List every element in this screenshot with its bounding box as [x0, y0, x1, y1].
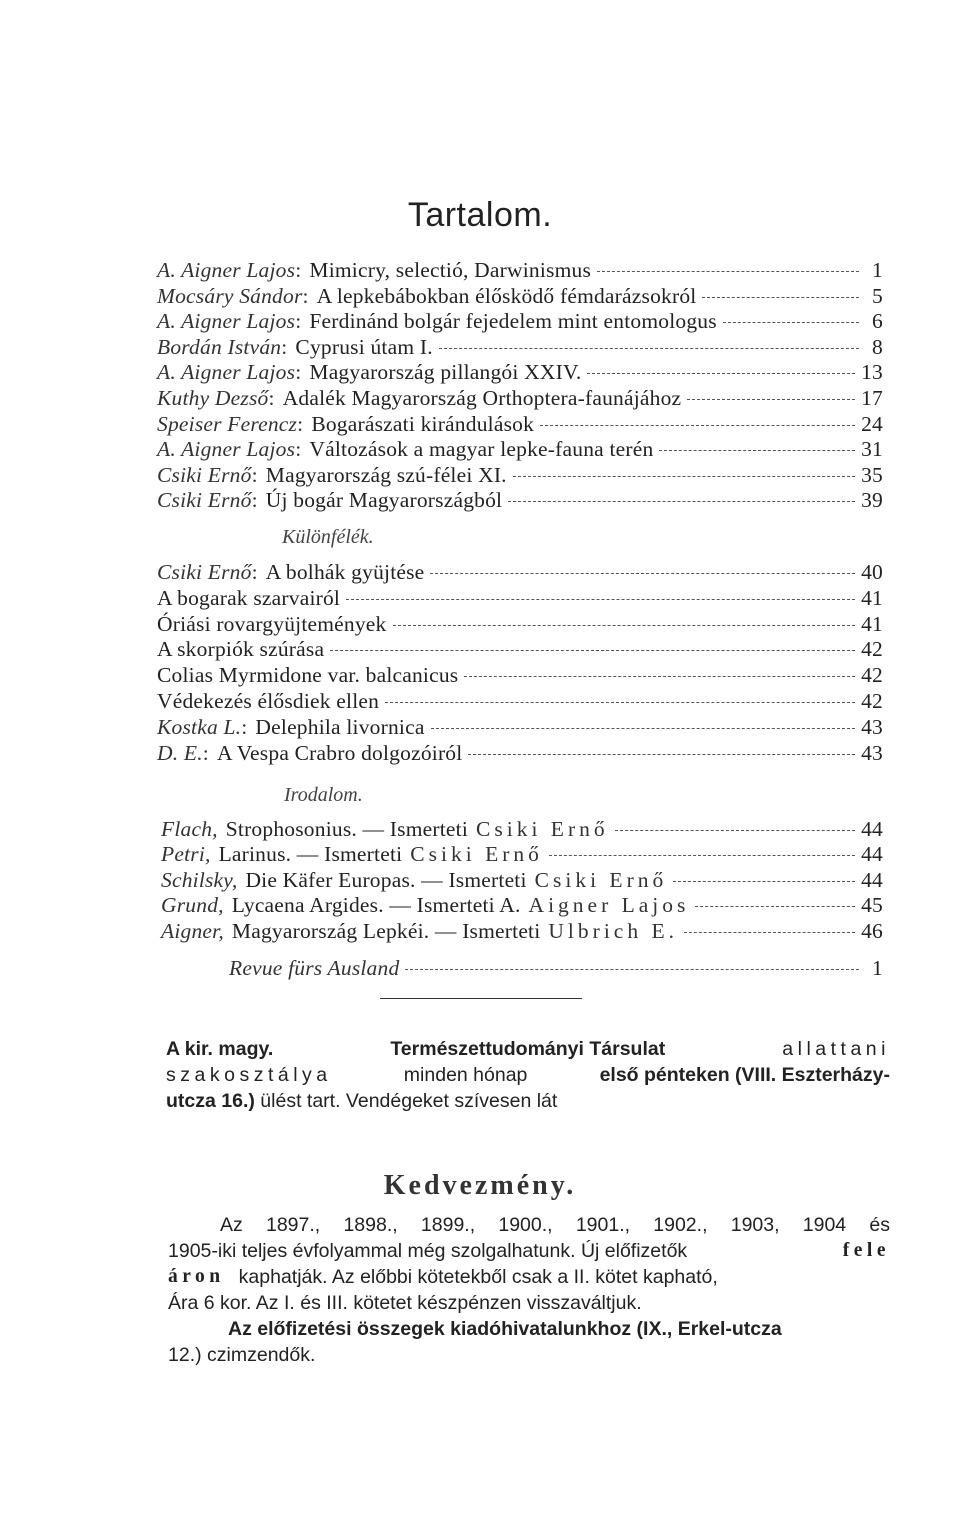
- toc-page-number: 41: [861, 611, 883, 636]
- toc-title: Magyarország szú-félei XI.: [265, 462, 507, 487]
- dot-leader: [695, 906, 855, 907]
- dot-leader: [430, 573, 855, 574]
- toc-separator: :: [268, 386, 275, 410]
- toc-page-number: 46: [861, 918, 883, 943]
- discount-line-3b: kaphatják. Az előbbi kötetekből csak a II. kötet kapható,: [238, 1266, 718, 1288]
- toc-row: [157, 487, 883, 513]
- toc-author: A. Aigner Lajos: [157, 258, 296, 282]
- toc-row: [157, 867, 883, 893]
- notice-line2-b: minden hónap: [403, 1064, 528, 1086]
- toc-title: Védekezés élősdiek ellen: [157, 689, 380, 713]
- dot-leader: [330, 650, 855, 651]
- toc-title: Magyarország Lepkéi. — Ismerteti: [231, 918, 541, 943]
- toc-row: [157, 334, 883, 360]
- dot-leader: [393, 625, 856, 626]
- toc-row: [157, 918, 883, 944]
- toc-separator: :: [295, 258, 302, 282]
- discount-line-1: Az 1897., 1898., 1899., 1900., 1901., 1902., 1903, 1904 és: [220, 1214, 890, 1236]
- toc-separator: :: [241, 714, 248, 739]
- dot-leader: [723, 322, 859, 323]
- notice-line1-c: allattani: [782, 1038, 890, 1060]
- toc-row: [157, 436, 883, 462]
- toc-author: Flach,: [161, 817, 218, 841]
- dot-leader: [673, 881, 855, 882]
- notice-line3-a: utcza 16.): [166, 1090, 255, 1112]
- toc-title: Cyprusi útam I.: [295, 334, 433, 359]
- dot-leader: [684, 932, 855, 933]
- toc-separator: :: [251, 560, 258, 584]
- divider: [380, 998, 582, 999]
- section-heading-literature: Irodalom.: [284, 784, 363, 806]
- dot-leader: [587, 373, 855, 374]
- toc-row: [157, 585, 883, 611]
- toc-row: [157, 662, 883, 688]
- toc-author: A. Aigner Lajos: [157, 437, 296, 462]
- toc-row: [157, 559, 883, 585]
- toc-title: Mimicry, selectió, Darwinismus: [309, 258, 592, 282]
- dot-leader: [597, 271, 859, 272]
- toc-reviewer: Aigner Lajos: [528, 893, 690, 918]
- toc-page-number: 35: [861, 462, 883, 487]
- toc-row: [157, 714, 883, 740]
- dot-leader: [540, 425, 855, 426]
- toc-row: [157, 816, 883, 842]
- toc-row: [157, 283, 883, 309]
- toc-title: Változások a magyar lepke-fauna terén: [309, 437, 654, 462]
- dot-leader: [508, 501, 855, 502]
- notice-line1-a: A kir. magy.: [166, 1038, 274, 1060]
- toc-reviewer: Ulbrich E.: [548, 918, 678, 943]
- page-title: Tartalom.: [407, 196, 553, 234]
- toc-row: [157, 308, 883, 334]
- toc-separator: :: [302, 283, 309, 308]
- toc-separator: :: [295, 360, 302, 385]
- toc-page-number: 6: [872, 309, 883, 334]
- toc-author: Csiki Ernő: [157, 560, 252, 584]
- toc-author: Grund,: [161, 893, 224, 918]
- notice-line3-b: ülést tart. Vendégeket szívesen lát: [260, 1090, 558, 1112]
- toc-author: Bordán István: [157, 334, 282, 359]
- toc-page-number: 42: [861, 637, 883, 662]
- society-notice: [166, 1036, 890, 1114]
- toc-title: A bogarak szarvairól: [157, 585, 341, 610]
- toc-page-number: 44: [861, 867, 883, 892]
- notice-line1-b: Természettudományi Társulat: [390, 1038, 666, 1060]
- toc-page-number: 39: [861, 488, 883, 513]
- toc-page-number: 40: [861, 560, 883, 584]
- toc-reviewer: Csiki Ernő: [534, 867, 668, 892]
- notice-line2-c: első pénteken (VIII. Eszterházy-: [599, 1064, 890, 1086]
- toc-title: A bolhák gyüjtése: [265, 560, 425, 584]
- toc-author: A. Aigner Lajos: [157, 360, 296, 385]
- discount-line-2a: 1905-iki teljes évfolyammal még szolgalhatunk. Új előfizetők: [168, 1240, 688, 1262]
- toc-row: [157, 688, 883, 714]
- toc-title: A skorpiók szúrása: [157, 637, 325, 662]
- toc-row: [157, 841, 883, 867]
- notice-line2-a: szakosztálya: [166, 1064, 332, 1086]
- toc-author: Kuthy Dezső: [157, 386, 269, 410]
- toc-page-number: 24: [861, 411, 883, 436]
- dot-leader: [687, 399, 855, 400]
- toc-title: Magyarország pillangói XXIV.: [309, 360, 582, 385]
- toc-page-number: 17: [861, 386, 883, 410]
- toc-page-number: 44: [861, 842, 883, 867]
- toc-author: Kostka L.: [157, 714, 242, 739]
- toc-reviewer: Csiki Ernő: [410, 842, 543, 867]
- toc-separator: :: [281, 334, 288, 359]
- toc-title: Lycaena Argides. — Ismerteti A.: [231, 893, 521, 918]
- dot-leader: [385, 702, 855, 703]
- toc-title: Strophosonius. — Ismerteti: [225, 817, 469, 841]
- toc-title: Revue fürs Ausland: [229, 956, 400, 980]
- toc-row-revue: [157, 955, 883, 981]
- toc-separator: :: [202, 740, 209, 765]
- dot-leader: [513, 476, 855, 477]
- dot-leader: [615, 830, 855, 831]
- dot-leader: [431, 728, 856, 729]
- dot-leader: [549, 855, 855, 856]
- toc-title: Colias Myrmidone var. balcanicus: [157, 663, 459, 688]
- discount-line-5: Az előfizetési összegek kiadóhivatalunkhoz (IX., Erkel-utcza: [228, 1318, 782, 1340]
- toc-row: [157, 359, 883, 385]
- toc-page-number: 5: [872, 283, 883, 308]
- toc-title: Óriási rovargyüjtemények: [157, 611, 387, 636]
- toc-row: [157, 385, 883, 411]
- toc-page-number: 1: [872, 258, 883, 282]
- toc-row: [157, 411, 883, 437]
- toc-title: Larinus. — Ismerteti: [218, 842, 403, 867]
- toc-page-number: 41: [861, 585, 883, 610]
- toc-separator: :: [297, 411, 304, 436]
- dot-leader: [464, 676, 855, 677]
- toc-author: Schilsky,: [161, 867, 238, 892]
- dot-leader: [468, 754, 855, 755]
- dot-leader: [702, 297, 859, 298]
- toc-row: [157, 257, 883, 283]
- toc-title: Ferdinánd bolgár fejedelem mint entomologus: [309, 309, 717, 334]
- toc-author: Csiki Ernő: [157, 488, 252, 513]
- toc-separator: :: [295, 309, 302, 334]
- toc-author: Csiki Ernő: [157, 462, 252, 487]
- toc-row: [157, 636, 883, 662]
- toc-separator: :: [251, 488, 258, 513]
- toc-page-number: 31: [861, 437, 883, 462]
- toc-page-number: 45: [861, 893, 883, 918]
- dot-leader: [659, 450, 855, 451]
- dot-leader: [439, 348, 859, 349]
- discount-notice: [168, 1212, 890, 1368]
- dot-leader: [346, 599, 855, 600]
- toc-author: Aigner,: [161, 918, 224, 943]
- toc-title: Delephila livornica: [255, 714, 425, 739]
- toc-title: Die Käfer Europas. — Ismerteti: [245, 867, 527, 892]
- discount-line-2b: fele: [842, 1240, 890, 1261]
- toc-page-number: 44: [861, 817, 883, 841]
- toc-title: Bogarászati kirándulások: [311, 411, 535, 436]
- toc-row: [157, 462, 883, 488]
- toc-title: Adalék Magyarország Orthoptera-faunájához: [282, 386, 682, 410]
- toc-separator: :: [251, 462, 258, 487]
- toc-page-number: 13: [861, 360, 883, 385]
- toc-title: A lepkebábokban élősködő fémdarázsokról: [316, 283, 697, 308]
- section-heading-misc: Különfélék.: [282, 526, 374, 548]
- dot-leader: [405, 969, 859, 970]
- discount-line-4: Ára 6 kor. Az I. és III. kötetet készpénzen visszaváltjuk.: [168, 1292, 642, 1314]
- toc-author: Speiser Ferencz: [157, 411, 298, 436]
- discount-line-6: 12.) czimzendők.: [168, 1344, 316, 1366]
- toc-row: [157, 892, 883, 918]
- toc-page-number: 42: [861, 663, 883, 688]
- toc-page-number: 43: [861, 714, 883, 739]
- discount-heading: Kedvezmény.: [383, 1170, 577, 1201]
- toc-title: A Vespa Crabro dolgozóiról: [216, 740, 463, 765]
- toc-row: [157, 611, 883, 637]
- toc-author: A. Aigner Lajos: [157, 309, 296, 334]
- toc-separator: :: [295, 437, 302, 462]
- toc-page-number: 1: [872, 956, 883, 980]
- toc-page-number: 8: [872, 334, 883, 359]
- toc-title: Új bogár Magyarországból: [265, 488, 503, 513]
- toc-author: Mocsáry Sándor: [157, 283, 303, 308]
- toc-row: [157, 740, 883, 766]
- toc-page-number: 43: [861, 740, 883, 765]
- toc-author: D. E.: [157, 740, 203, 765]
- toc-page-number: 42: [861, 689, 883, 713]
- discount-line-3a: áron: [168, 1266, 225, 1287]
- toc-reviewer: Csiki Ernő: [476, 817, 609, 841]
- toc-author: Petri,: [161, 842, 211, 867]
